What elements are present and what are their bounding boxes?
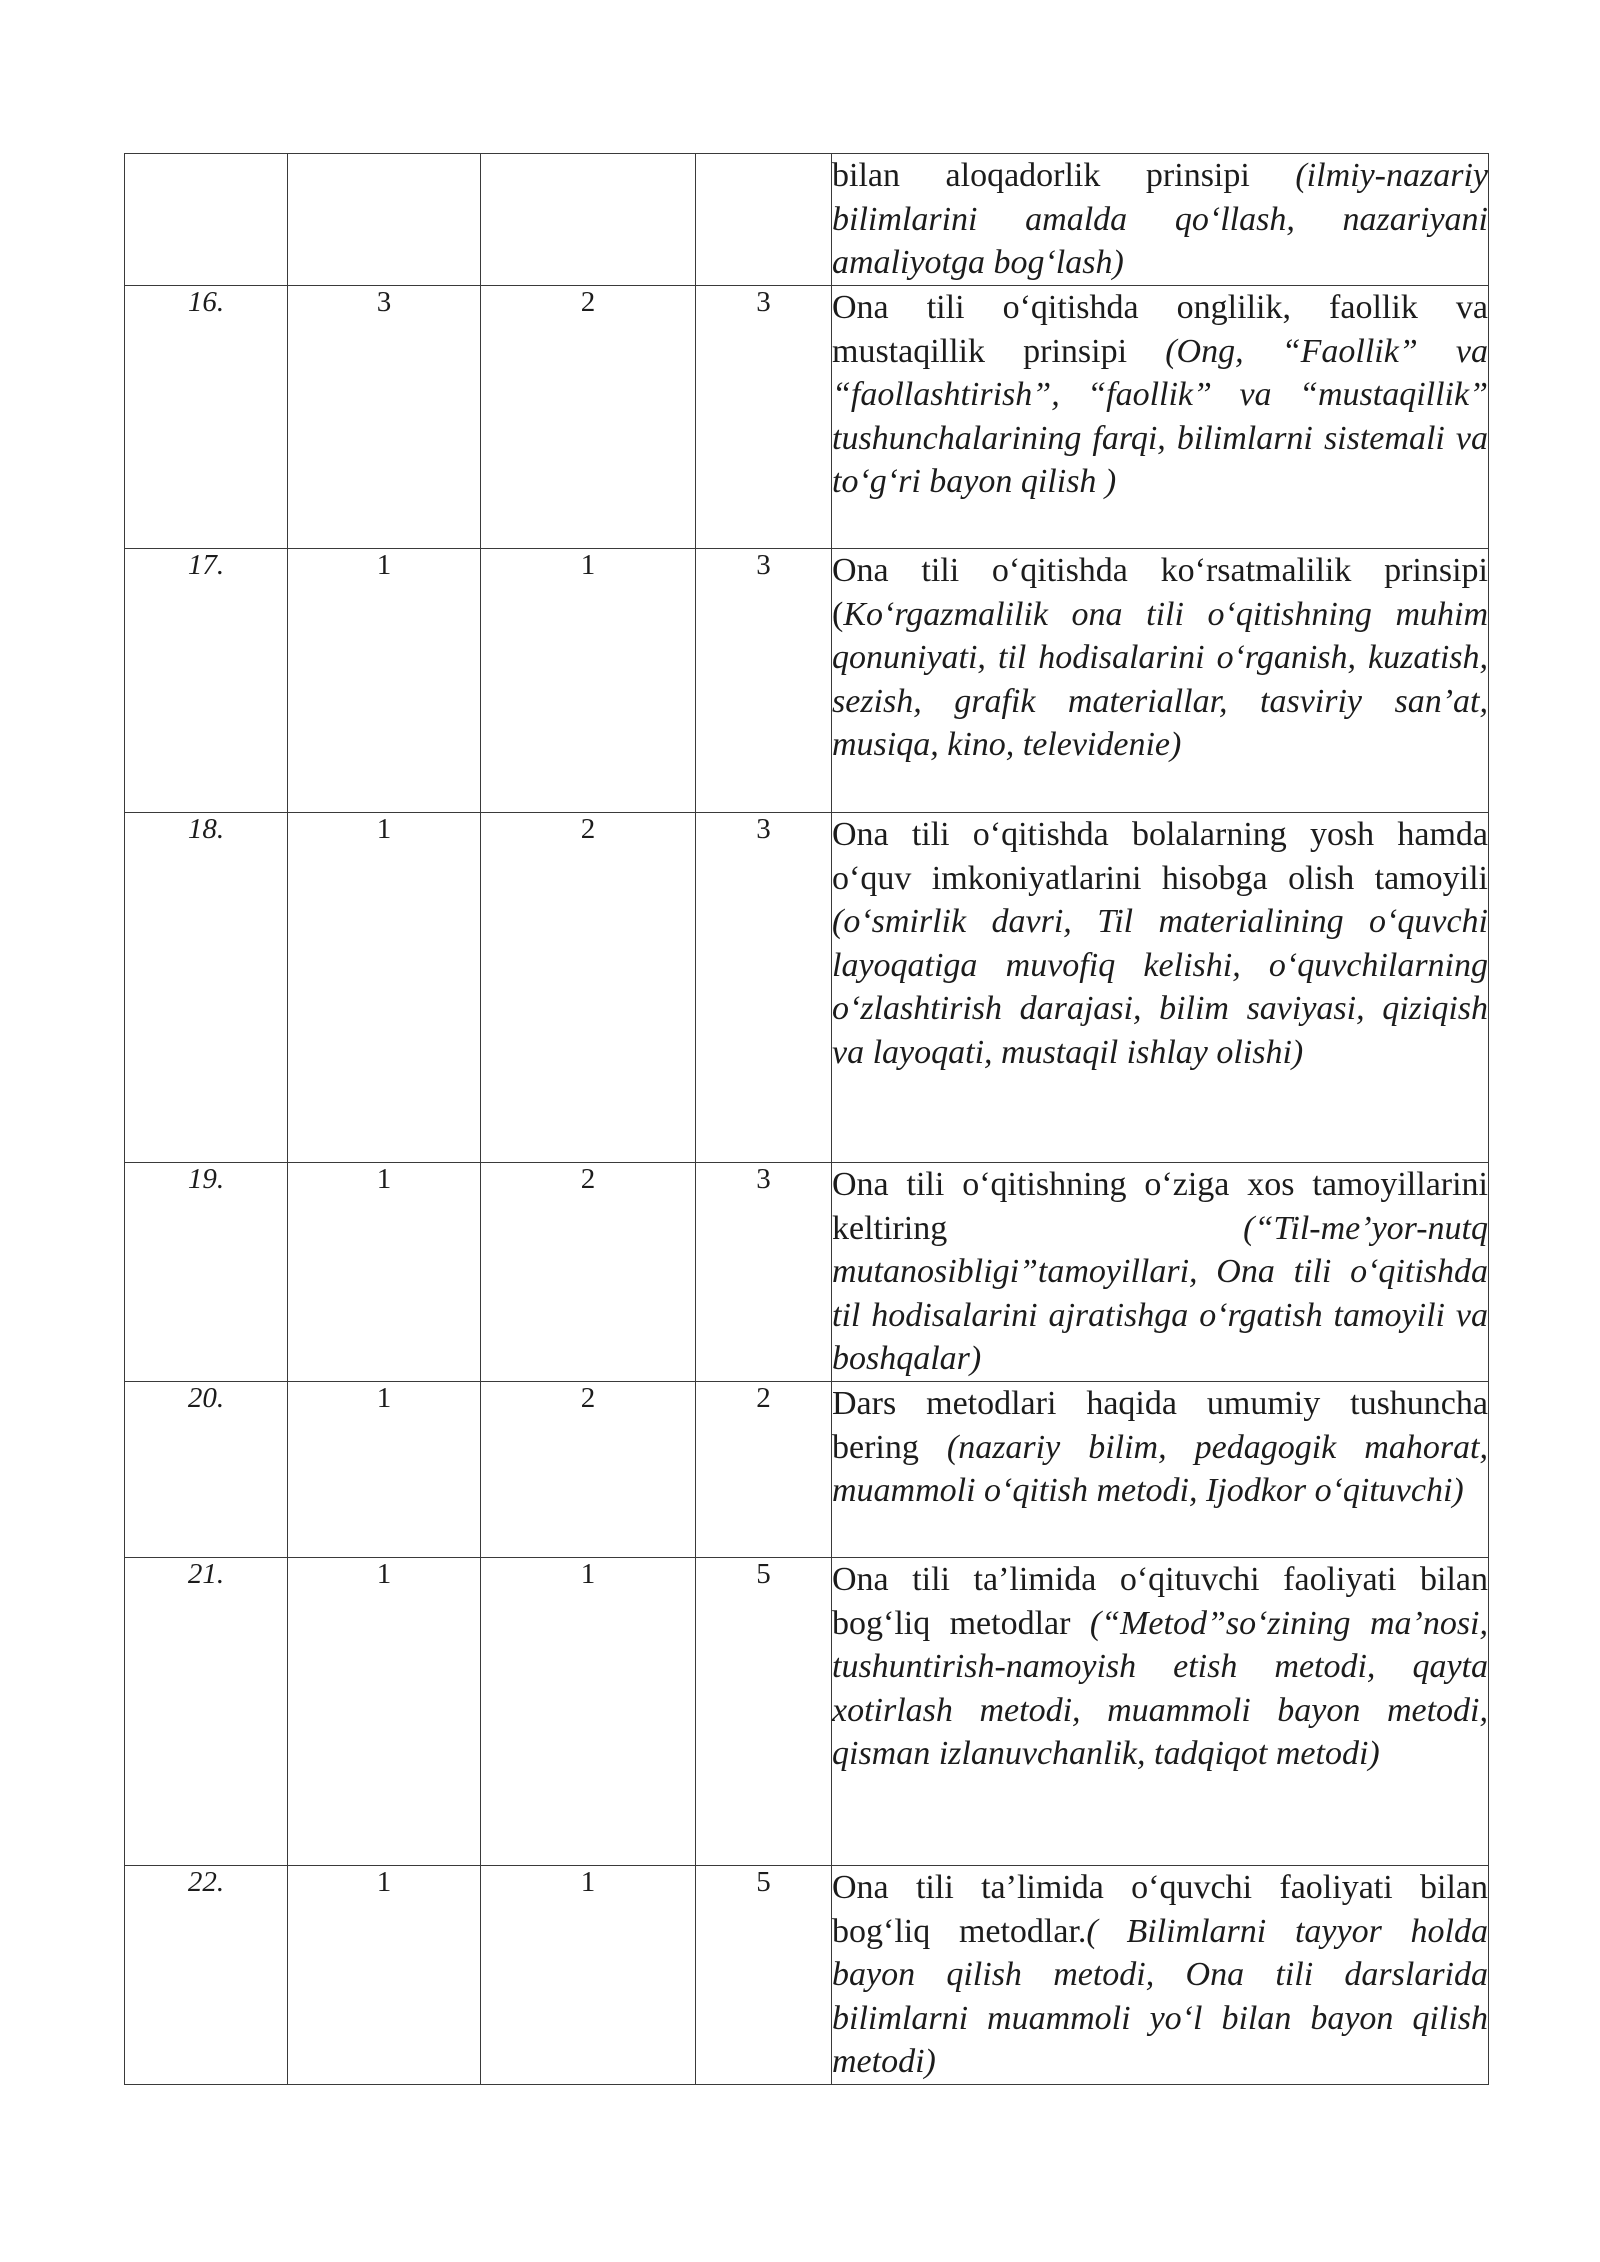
topic-details: Ko‘rgazmalilik ona tili o‘qitishning muhim qonuniyati, til hodisalarini o‘rganish, kuzatish, sezish, grafik materiallar, tasviriy san’at, musiqa, kino, televidenie) xyxy=(832,595,1488,763)
table-row xyxy=(125,813,1489,1163)
topic-details: (nazariy bilim, pedagogik mahorat, muammoli o‘qitish metodi, Ijodkor o‘qituvchi) xyxy=(832,1428,1488,1509)
table-row xyxy=(125,1866,1489,2085)
table-row xyxy=(125,1558,1489,1866)
hours-cell-3: 3 xyxy=(696,286,832,549)
hours-cell-1 xyxy=(288,154,481,286)
hours-cell-3: 3 xyxy=(696,549,832,813)
hours-cell-1: 1 xyxy=(288,549,481,813)
topic-cell xyxy=(832,549,1489,813)
hours-cell-2: 2 xyxy=(481,286,696,549)
hours-cell-3: 5 xyxy=(696,1558,832,1866)
row-number-cell: 19. xyxy=(125,1163,288,1382)
topic-text: bilan aloqadorlik prinsipi xyxy=(832,157,1296,194)
hours-cell-2: 2 xyxy=(481,813,696,1163)
hours-cell-3: 3 xyxy=(696,1163,832,1382)
hours-cell-2: 2 xyxy=(481,1163,696,1382)
hours-cell-2: 2 xyxy=(481,1382,696,1558)
topic-cell xyxy=(832,1558,1489,1866)
hours-cell-1: 1 xyxy=(288,1558,481,1866)
hours-cell-1: 1 xyxy=(288,1866,481,2085)
hours-cell-3: 3 xyxy=(696,813,832,1163)
hours-cell-2 xyxy=(481,154,696,286)
topic-details: (Ong, “Faollik” va “faollashtirish”, “faollik” va “mustaqillik” tushunchalarining farqi, bilimlarni sistemali va to‘g‘ri bayon qilish ) xyxy=(832,332,1488,500)
table-row xyxy=(125,1382,1489,1558)
hours-cell-2: 1 xyxy=(481,1866,696,2085)
topic-details: (ilmiy-nazariy bilimlarini amalda qo‘llash, nazariyani amaliyotga bog‘lash) xyxy=(832,157,1488,281)
hours-cell-2: 1 xyxy=(481,549,696,813)
hours-cell-3: 5 xyxy=(696,1866,832,2085)
topic-details: (“Til-me’yor-nutq mutanosibligi”tamoyillari, Ona tili o‘qitishda til hodisalarini ajratishga o‘rgatish tamoyili va boshqalar) xyxy=(832,1209,1488,1377)
hours-cell-1: 1 xyxy=(288,813,481,1163)
topic-text: Ona tili o‘qitishning o‘ziga xos tamoyillarini keltiring xyxy=(832,1166,1488,1247)
topic-text: Ona tili ta’limida o‘quvchi faoliyati bilan bog‘liq metodlar. xyxy=(832,1869,1488,1950)
topic-text: Ona tili ta’limida o‘qituvchi faoliyati bilan bog‘liq metodlar xyxy=(832,1561,1488,1642)
topic-details: (“Metod”so‘zining ma’nosi, tushuntirish-namoyish etish metodi, qayta xotirlash metodi, muammoli bayon metodi, qisman izlanuvchanlik, tadqiqot metodi) xyxy=(832,1604,1489,1772)
row-number-cell: 22. xyxy=(125,1866,288,2085)
topic-cell xyxy=(832,1163,1489,1382)
table-row xyxy=(125,286,1489,549)
table-row xyxy=(125,1163,1489,1382)
table-row xyxy=(125,549,1489,813)
topic-cell xyxy=(832,813,1489,1163)
topic-cell xyxy=(832,154,1489,286)
topic-cell xyxy=(832,286,1489,549)
row-number-cell: 20. xyxy=(125,1382,288,1558)
topic-text: Dars metodlari haqida umumiy tushuncha bering xyxy=(832,1385,1488,1466)
row-number-cell: 16. xyxy=(125,286,288,549)
hours-cell-3 xyxy=(696,154,832,286)
row-number-cell: 18. xyxy=(125,813,288,1163)
table-row xyxy=(125,154,1489,286)
hours-cell-3: 2 xyxy=(696,1382,832,1558)
hours-cell-1: 1 xyxy=(288,1163,481,1382)
topic-cell xyxy=(832,1866,1489,2085)
hours-cell-1: 1 xyxy=(288,1382,481,1558)
row-number-cell: 17. xyxy=(125,549,288,813)
topic-text: Ona tili o‘qitishda ko‘rsatmalilik prinsipi ( xyxy=(832,552,1488,633)
topic-details: (o‘smirlik davri, Til materialining o‘quvchi layoqatiga muvofiq kelishi, o‘quvchilarning o‘zlashtirish darajasi, bilim saviyasi, qiziqish va layoqati, mustaqil ishlay olishi) xyxy=(832,903,1488,1071)
row-number-cell: 21. xyxy=(125,1558,288,1866)
topic-cell xyxy=(832,1382,1489,1558)
hours-cell-1: 3 xyxy=(288,286,481,549)
topic-text: Ona tili o‘qitishda onglilik, faollik va mustaqillik prinsipi xyxy=(832,289,1488,370)
topic-text: Ona tili o‘qitishda bolalarning yosh hamda o‘quv imkoniyatlarini hisobga olish tamoyili xyxy=(832,816,1488,897)
topic-details: ( Bilimlarni tayyor holda bayon qilish metodi, Ona tili darslarida bilimlarni muammoli yo‘l bilan bayon qilish metodi) xyxy=(832,1912,1488,2080)
hours-cell-2: 1 xyxy=(481,1558,696,1866)
topics-table xyxy=(124,153,1489,2085)
row-number-cell xyxy=(125,154,288,286)
